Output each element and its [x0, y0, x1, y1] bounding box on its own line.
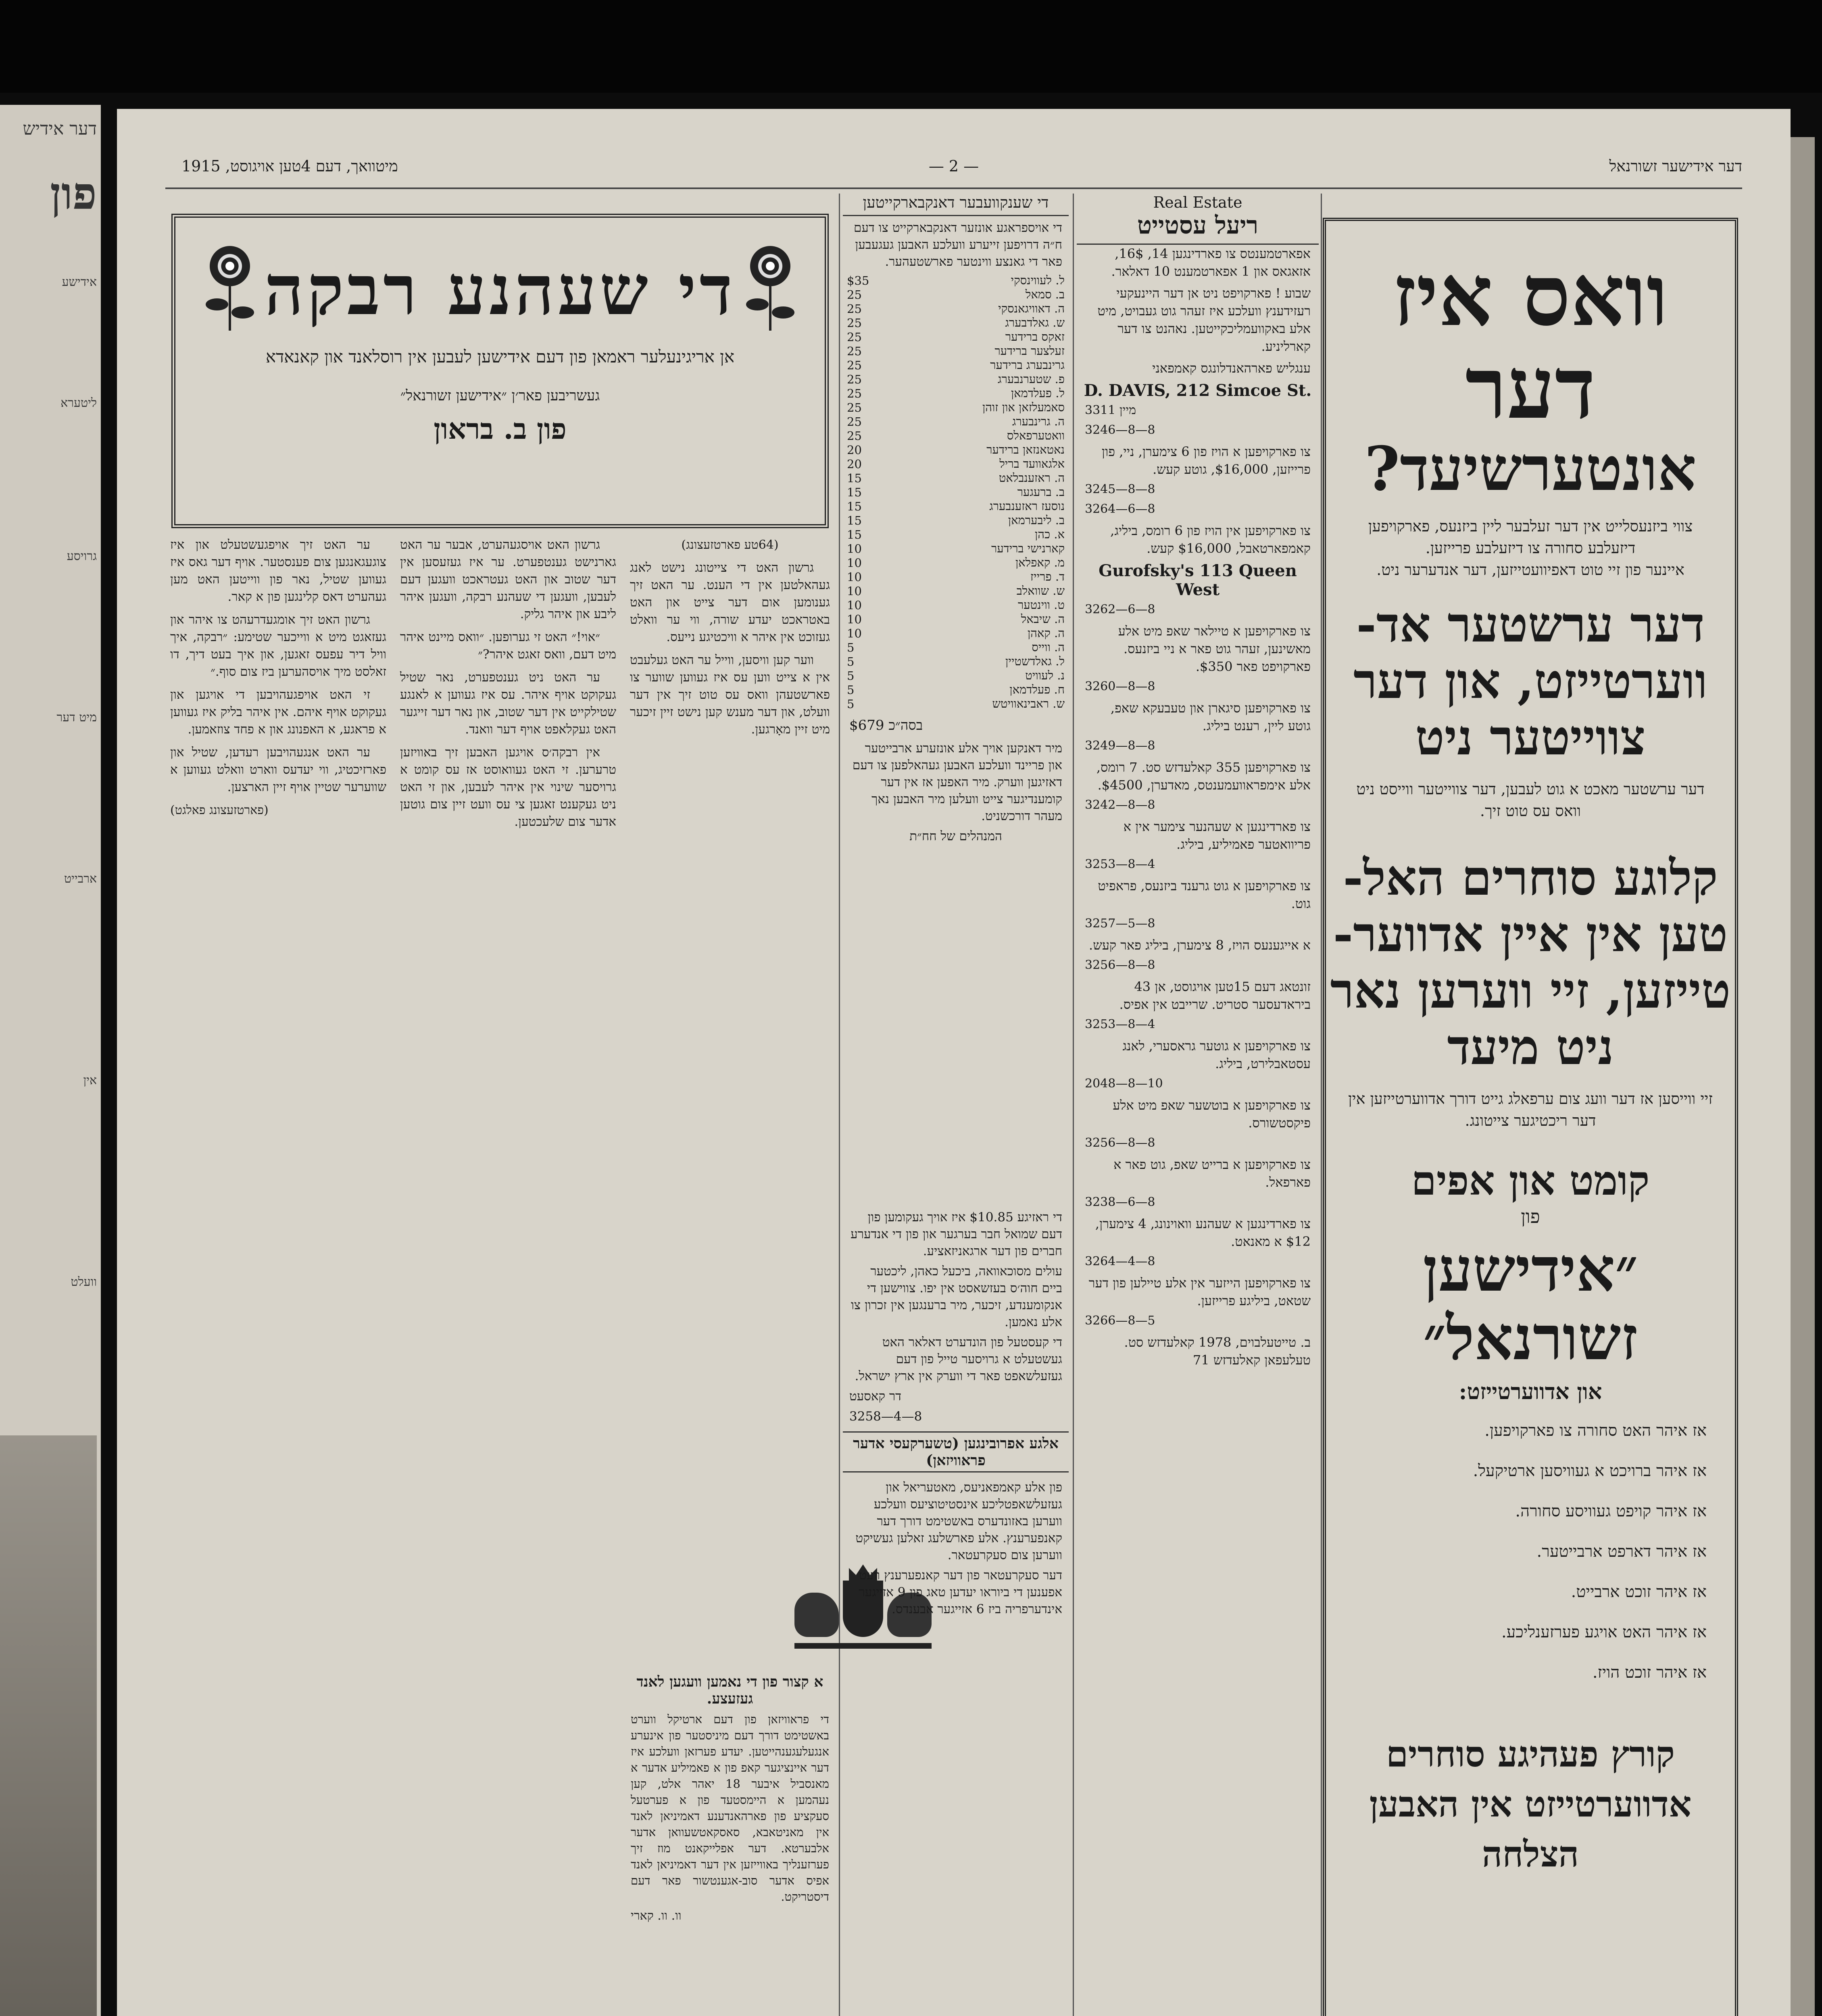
- donors-table: [843, 273, 1069, 711]
- issue-date: מיטוואך, דעם 4טען אויגוסט, 1915: [181, 157, 398, 175]
- listing-text: צו פארקויפען 355 קאלעדזש סט. 7 רומס, אלע אימפראוועמענטס, מאדערן, $4500.: [1096, 760, 1311, 793]
- listing-text: צו פארדינגען א שעהנער צימער אין א פריוואטער פאמיליע, ביליג.: [1123, 819, 1311, 852]
- donor-amount: 20: [847, 443, 862, 457]
- listing-number: 3253—8—4: [1085, 1017, 1155, 1031]
- donor-row: [843, 400, 1069, 414]
- donors-text: מיר דאנקען אויך אלע אונזערע ארבייטער און פריינד וועלכע האבען געהאלפען צו דעם דאזיגען ווערק. מיר האפען אז אין דער קומענדיגער צייט וועלען מיר האבען נאך מעהר דורכשניט.: [852, 741, 1062, 823]
- story-paragraph: גרשון האט די צייטונג נישט לאנג געהאלטען אין די הענט. ער האט זיך גענומען אום דער צייט און האט באטראכט יעדע שורה, ווי ער וואלט געזוכט אין איהר א וויכטיגע נייעס.: [630, 560, 830, 644]
- ad-footer: קורץ פעהיגע סוחרים: [1386, 1733, 1675, 1775]
- listing-number: 3246—8—8: [1085, 423, 1155, 437]
- listing-number: 3245—8—8: [1085, 482, 1155, 496]
- donor-row: [843, 697, 1069, 711]
- donor-row: [843, 584, 1069, 598]
- donors-intro: די אויספראגע אונזער דאנקבארקייט צו דעם ח״ה דרויפען זייערע וועלכע האבען געגעבען פאר די גאנצע ווינטער פארשטעהער.: [854, 221, 1062, 269]
- listing-number: מיין 3311: [1085, 403, 1136, 417]
- ad-text: דער ערשטער מאכט א גוט לעבען, דער צווייטער ווייסט ניט וואס עס טוט זיך.: [1356, 780, 1705, 820]
- masthead-rule: [165, 187, 1742, 189]
- donor-amount: 25: [847, 386, 862, 400]
- ad-item: אז איהר האט אויגע פערזענליכע.: [1501, 1623, 1707, 1641]
- listing-number: 3253—8—4: [1085, 857, 1155, 871]
- donor-name: קארנישי ברידער: [991, 541, 1065, 555]
- story-paragraph: גרשון האט אויסגעהערט, אבער ער האט גארנישט גענטפערט. ער איז געזעסען אין דער שטוב און האט געטראכט וועגען דעם לעבען, וועגען די שעהנע רבקה, וועגען איהר ליבע און איהר גליק.: [400, 537, 616, 621]
- donor-amount: 15: [847, 499, 862, 513]
- story-column-right: [625, 536, 835, 1504]
- listing-text: צו פארקויפען א בוטשער שאפ מיט אלע פיקסטשורס.: [1113, 1098, 1311, 1131]
- story-paragraph: ער האט ניט גענטפערט, נאר שטיל געקוקט אויף איהר. עס איז געווען א לאנגע שטילקייט אין דער שטוב, און נאר דער זייגער האט געקלאפט אויף דער וואנד.: [400, 670, 616, 737]
- donor-row: [843, 626, 1069, 640]
- fragment-line: אידישע: [62, 275, 97, 289]
- listing-text: צו פארקויפען א הויז פון 6 צימערן, ניי, פון פרייזען, $16,000, גוטע קעש.: [1101, 444, 1311, 477]
- newspaper-page: [117, 109, 1791, 2016]
- story-continued: (פארטזעצונג פאלגט): [170, 803, 269, 817]
- listing-text: צו פארקויפען א גוטער גראסערי, לאנג עסטאבלירט, ביליג.: [1122, 1038, 1311, 1071]
- column-rule: [839, 194, 840, 2016]
- donors-text: די ראזיגע $10.85 איז אויך געקומען פון דעם שמואל חבר בערגער און פון די אנדערע חברים פון דער ארגאניזאציע.: [851, 1210, 1062, 1258]
- donor-name: ט. ווינטער: [1018, 598, 1065, 612]
- donor-row: [843, 316, 1069, 330]
- listing-number: 3256—8—8: [1085, 1136, 1155, 1150]
- story-paragraph: גרשון האט זיך אומגעדרעהט צו איהר און געזאגט מיט א ווייכער שטימע: ״רבקה, איך וויל דיר עפעס זאגען, און איך בעט דיך, דו זאלסט מיך אויסהערען ביז צום סוף.״: [170, 612, 386, 679]
- donor-name: ב. ברעגער: [1017, 485, 1065, 499]
- donor-amount: 25: [847, 330, 862, 344]
- donor-row: [843, 287, 1069, 302]
- donors-column: [843, 194, 1069, 1202]
- donor-amount: 25: [847, 429, 862, 443]
- donor-name: ל. פעלדמאן: [1011, 386, 1065, 400]
- ad-paper-name: ״אידישען: [1423, 1234, 1638, 1305]
- donor-name: ש. שוואלב: [1016, 584, 1065, 598]
- ad-item: אז איהר ברויכט א געוויסען ארטיקעל.: [1473, 1462, 1707, 1480]
- ad-headline: טייזען, זיי ווערען נאר: [1330, 962, 1731, 1019]
- real-estate-heading-latin: Real Estate: [1153, 194, 1242, 211]
- ad-paper-name: זשורנאל״: [1423, 1303, 1638, 1374]
- ad-headline: צווייטער ניט: [1415, 709, 1646, 766]
- donor-row: [843, 443, 1069, 457]
- donor-amount: 15: [847, 513, 862, 527]
- donors-sig: דר קאסעט: [849, 1389, 902, 1404]
- ad-text: פון: [1521, 1206, 1540, 1227]
- donor-name: ה. קאהן: [1027, 626, 1065, 640]
- ad-headline: דער ערשטער אד-: [1356, 596, 1705, 653]
- donor-name: אלגאוועד בריל: [999, 457, 1065, 471]
- donor-name: זעלצער ברידער: [994, 344, 1065, 358]
- donor-name: ה. ווייס: [1032, 640, 1065, 654]
- listing-number: 3264—6—8: [1085, 502, 1155, 516]
- donor-amount: 10: [847, 612, 862, 626]
- ad-headline: קומט און אפים: [1411, 1157, 1650, 1204]
- ad-headline: דער: [1465, 338, 1596, 438]
- story-paragraph: ״אוי!״ האט זי גערופען. ״וואס מיינט איהר מיט דעם, וואס זאגט איהר?״: [400, 630, 616, 662]
- section-head: אלגע אפרובינגען (טשערקעסי אדער פראוויזאן): [843, 1431, 1069, 1472]
- donor-row: [843, 640, 1069, 654]
- real-estate-heading: ריעל עסטייט: [1077, 211, 1319, 245]
- story-paragraph: אין רבקה׳ס אויגען האבען זיך באוויזען טרערען. זי האט געוואוסט אז עס קומט א גרויסער שינוי אין איהר לעבען, און זי האט ניט געקענט זאגען צי עס וועט זיין צום גוטען אדער צום שלעכטען.: [400, 745, 616, 829]
- ad-headline: וואס איז: [1393, 246, 1668, 345]
- notice-title: א קצור פון די נאמען וועגען לאנד געזעצע.: [636, 1673, 823, 1707]
- real-estate-listings: [1077, 245, 1319, 1369]
- story-paragraph: ווער קען וויסען, ווייל ער האט געלעבט אין א צייט ווען עס איז געווען שווער צו פארשטעהן וואס עס טוט זיך אין דער וועלט, און דער מענש קען נישט זיין זיכער מיט זיין מאָרגען.: [630, 653, 830, 737]
- donor-row: [843, 513, 1069, 527]
- donor-amount: 15: [847, 471, 862, 485]
- ad-item: אז איהר האט סחורה צו פארקויפען.: [1484, 1421, 1707, 1440]
- donor-row: [843, 598, 1069, 612]
- donor-row: [843, 302, 1069, 316]
- masthead: [165, 153, 1742, 181]
- listing-number: 2048—8—10: [1085, 1077, 1163, 1091]
- listing-number: 3249—8—8: [1085, 739, 1155, 753]
- story-installment: (64טע פארטזעצונג): [681, 538, 779, 552]
- donor-amount: 15: [847, 485, 862, 499]
- listing-text: צו פארקויפען א טיילאר שאפ מיט אלע מאשינען, זעהר גוט פאר א ניי ביזנעס. פארקויפט פאר $350.: [1118, 623, 1311, 674]
- donor-amount: 25: [847, 358, 862, 372]
- ad-headline: ניט מיעד: [1447, 1019, 1614, 1076]
- listing-number: 3266—8—5: [1085, 1314, 1155, 1328]
- donor-row: [843, 344, 1069, 358]
- donor-amount: 25: [847, 287, 862, 302]
- donor-amount: 5: [847, 697, 855, 711]
- story-title-box: [171, 214, 829, 528]
- fragment-line: וועלט: [71, 1275, 97, 1289]
- listing-text: א אייגענעס הויז, 8 צימערן, ביליג פאר קעש.: [1089, 937, 1311, 953]
- donor-name: מ. קאפלאן: [1015, 556, 1065, 569]
- ad-headline: קלוגע סוחרים האל-: [1343, 850, 1718, 906]
- donors-number: 3258—4—8: [849, 1409, 922, 1424]
- donor-amount: 20: [847, 457, 862, 471]
- donor-name: פ. שטערנבערג: [998, 372, 1065, 386]
- notice-text: די פראוויזאן פון דעם ארטיקל ווערט באשטימט דורך דעם מיניסטער פון אינערע אנגעלעגענהייטען. יעדע פערזאן וועלכע איז דער איינציגער קאפ פון א פאמיליע אדער א מאנסביל איבער 18 יאהר אלט, קען נעהמען א היימסטעד פון א פערטעל סעקציע פון פארהאנדענע דאמיניאן לאנד אין מאניטאבא, סאסקאטשעוואן אדער אלבערטא. דער אפלייקאנט מוז זיך פערזענליך באווייזען אין דער דאמיניאן לאנד אפיס אדער סוב-אגענטשור פאר דעם דיסטריקט.: [631, 1712, 829, 1904]
- ad-headline: טען אין איין אדווער-: [1333, 906, 1728, 963]
- donor-amount: 5: [847, 640, 855, 654]
- donor-name: ה. שיבאל: [1021, 612, 1065, 626]
- donor-amount: 10: [847, 556, 862, 570]
- donors-signature: המנהלים של חח״ת: [909, 829, 1002, 843]
- donors-total: $679 בסה״כ: [849, 717, 923, 733]
- ad-text: איינער פון זיי טוט דאפיוועטייזען, דער אנדערער ניט.: [1376, 561, 1684, 579]
- ad-item: אז איהר דארפט ארבייטער.: [1536, 1542, 1707, 1561]
- donors-title: די שענקוועבער דאנקבארקייטען: [843, 194, 1069, 216]
- listing-number: 3260—8—8: [1085, 679, 1155, 694]
- donor-amount: 10: [847, 626, 862, 640]
- listing-text: ענגליש פארהאנדלונגס קאמפאני: [1152, 360, 1311, 376]
- section-text: דער סעקרעטאר פון דער קאנפערענץ וועט אפענען די ביוראו יעדען טאג פון 9 אזייגער אינדערפריה ביז 6 אזייגער אבענדס.: [859, 1568, 1062, 1616]
- ad-headline: אונטערשיעד?: [1364, 433, 1697, 504]
- donor-name: ד. פרייז: [1030, 570, 1065, 583]
- listing-text: ב. טייטעלבוים, 1978 קאלעדזש סט. טעלעפאן קאלעדזש 71: [1124, 1335, 1311, 1368]
- donor-name: גרינבערג ברידער: [990, 358, 1065, 372]
- fragment-line: אין: [83, 1073, 97, 1087]
- donor-name: ב. סמאל: [1025, 287, 1065, 301]
- ad-text: זיי ווייסען אז דער וועג צום ערפאלג גייט דורך אדווערטייזען אין דער ריכטיגער צייטונג.: [1348, 1090, 1713, 1129]
- donor-name: נוסעז ראזענבערג: [989, 499, 1065, 513]
- donor-amount: 25: [847, 372, 862, 386]
- listing-number: 3264—4—8: [1085, 1254, 1155, 1268]
- donor-name: ח. פעלדמאן: [1009, 683, 1065, 696]
- donor-amount: 10: [847, 584, 862, 598]
- donor-name: זאקס ברידער: [1005, 330, 1065, 344]
- donor-row: [843, 273, 1069, 287]
- donor-name: ב. ליבערמאן: [1008, 513, 1065, 527]
- donor-row: [843, 541, 1069, 556]
- story-paragraph: זי האט אויפגעהויבען די אויגען און געקוקט אויף איהם. אין איהר בליק איז געווען א פראגע, א האפנונג און א פחד צוזאמען.: [170, 687, 386, 737]
- donor-row: [843, 556, 1069, 570]
- donor-row: [843, 471, 1069, 485]
- listing-number: 3242—8—8: [1085, 798, 1155, 812]
- paper-name: דער אידישער זשורנאל: [1609, 157, 1742, 175]
- donor-row: [843, 612, 1069, 626]
- story-column-middle: [395, 536, 621, 2016]
- donor-name: נאטאנזאן ברידער: [986, 443, 1065, 456]
- donor-row: [843, 358, 1069, 372]
- ad-item: אז איהר זוכט ארבייט.: [1571, 1583, 1707, 1601]
- donor-name: ה. דאוויגאנסקי: [998, 302, 1065, 315]
- listing-text: אפארטמענטס צו פארדינגען 14, 16$, אזאגאס און 1 אפארטמענט 10 דאלאר.: [1111, 246, 1311, 279]
- donor-name: ה. ראזענבלאט: [999, 471, 1065, 485]
- next-page-edge: [1791, 137, 1815, 2016]
- fragment-line: מיט דער: [56, 710, 97, 725]
- donor-row: [843, 457, 1069, 471]
- donor-name: ל. גאלדשטיין: [1005, 654, 1065, 668]
- advertising-promo: [1323, 218, 1738, 2016]
- donor-row: [843, 429, 1069, 443]
- column-rule: [1321, 194, 1322, 2016]
- donor-name: וואטערפאלס: [1007, 429, 1065, 442]
- listing-text: צו פארקויפען סיגארן און טעבעקא שאפ, גוטע ליין, רענט ביליג.: [1110, 700, 1311, 733]
- donor-row: [843, 485, 1069, 499]
- donor-amount: 10: [847, 598, 862, 612]
- fragment-line: דער אידיש: [23, 121, 97, 137]
- donor-amount: 25: [847, 414, 862, 429]
- ad-footer: אדווערטייזט אין האבען: [1369, 1783, 1692, 1825]
- donor-name: א. כהן: [1034, 527, 1065, 541]
- donor-row: [843, 669, 1069, 683]
- donor-row: [843, 683, 1069, 697]
- donor-name: ל. לעווינסקי: [1011, 273, 1065, 287]
- donor-name: נ. לעוויט: [1025, 669, 1065, 682]
- listing-text: צו פארקויפען א ברייט שאפ, גוט פאר א פארפאל.: [1113, 1157, 1311, 1190]
- fragment-line: גרויסע: [67, 549, 97, 563]
- listing-number: 3257—5—8: [1085, 916, 1155, 931]
- story-column-left: [165, 536, 391, 2016]
- donor-row: [843, 330, 1069, 344]
- film-top-edge: [0, 0, 1822, 93]
- donor-amount: 10: [847, 541, 862, 556]
- fragment-line: ארבייט: [64, 872, 97, 886]
- donor-row: [843, 372, 1069, 386]
- donor-amount: 25: [847, 302, 862, 316]
- ad-subhead: און אדווערטייזט:: [1459, 1379, 1602, 1404]
- donor-name: ה. גרינבערג: [1012, 414, 1065, 428]
- donors-text: עולים מסוכאוואה, ביכעל כאהן, ליכטער ביים חוה׳ס בעזשאסט אין יפו. צווישען די אנקומענדע, זיכער, מיר ברענגען אין זכרון צו אלע נאמען.: [851, 1264, 1062, 1329]
- rose-ornament-icon: [738, 246, 803, 331]
- listing-text: צו פארקויפען הייזער אין אלע טיילען פון דער שטאט, ביליגע פרייזען.: [1088, 1275, 1311, 1308]
- listing-text: שבוע ! פארקויפט ניט אן דער היינעקעי רעזידענץ וועלכע איז זעהר גוט געבויט, מיט אלע באקוועמליכקייטען. נאהנט צו דער קארליניע.: [1097, 285, 1311, 354]
- donor-amount: 5: [847, 683, 855, 697]
- section-text: פון אלע קאמפאניעס, מאטעריאל און געזעלשאפטליכע אינסטיטוציעס וועלכע ווערען באזונדערס באשטימט דורך דער קאנפערענץ. אלע פארשלעג זאלען געשיקט ווערען צום סעקרעטאר.: [855, 1480, 1062, 1562]
- ad-item: אז איהר זוכט הויז.: [1592, 1663, 1707, 1682]
- story-credit: געשריבען פאר׳ן ״אידישען זשורנאל״: [400, 387, 600, 404]
- donor-row: [843, 654, 1069, 669]
- land-notice: [625, 1669, 835, 2016]
- fragment-line: ליטערא: [60, 396, 97, 410]
- notice-signature: וו. וו. קארי: [631, 1909, 682, 1923]
- donor-row: [843, 570, 1069, 584]
- adjacent-page-fragment: [0, 105, 101, 2016]
- listing-text: D. DAVIS, 212 Simcoe St.: [1084, 381, 1312, 400]
- story-author: פון ב. בראון: [434, 412, 567, 446]
- page-number: — 2 —: [928, 157, 979, 175]
- donor-row: [843, 414, 1069, 429]
- ad-footer: הצלחה: [1482, 1833, 1579, 1875]
- ad-item: אז איהר קויפט געוויסע סחורה.: [1515, 1502, 1707, 1520]
- ad-text: צווי ביזנעסלייט אין דער זעלבער ליין ביזנעס, פארקויפען דיזעלבע סחורה צו דיזעלבע פרייזען.: [1368, 517, 1693, 557]
- rose-ornament-icon: [198, 246, 262, 331]
- ad-headline: ווערטייזט, און דער: [1353, 653, 1707, 710]
- listing-text: צו פארדינגען א שעהנע וואוינונג, 4 צימערן, $12 א מאנאט.: [1095, 1216, 1311, 1249]
- donor-amount: $35: [847, 273, 869, 287]
- fragment-line: פון: [50, 169, 97, 218]
- donor-row: [843, 499, 1069, 513]
- donor-amount: 10: [847, 570, 862, 584]
- donor-name: ש. ראבינאוויטש: [992, 697, 1065, 710]
- story-paragraph: ער האט אנגעהויבען רעדען, שטיל און פארזיכטיג, ווי יעדעס ווארט וואלט געווען א שווערער שטיין אויף זיין הארצען.: [170, 745, 386, 794]
- story-paragraph: ער האט זיך אויפגעשטעלט און איז צוגעגאנגען צום פענסטער. אויף דער גאס איז געווען שטיל, נאר פון ווייטען האט מען געהערט דאס קלינגען פון א קאר.: [170, 537, 386, 604]
- donor-name: סאמעלזאן און זוהן: [982, 400, 1065, 414]
- donors-text: די קעסטעל פון הונדערט דאלאר האט געשטעלט א גרויסער טייל פון דעם געזעלשאפט פאר די ווערק אין ארץ ישראל.: [855, 1335, 1062, 1383]
- fragment-photo: [0, 1435, 97, 2016]
- donor-amount: 15: [847, 527, 862, 541]
- donor-row: [843, 386, 1069, 400]
- donor-row: [843, 527, 1069, 541]
- listing-number: 3256—8—8: [1085, 958, 1155, 972]
- donors-column-continued: [843, 1206, 1069, 2016]
- column-rule: [1073, 194, 1074, 2016]
- listing-text: צו פארקויפען אין הויז פון 6 רומס, ביליג, קאמפארטאבל, $16,000 קעש.: [1110, 523, 1311, 556]
- listing-text: צו פארקויפען א גוט גרענד ביזנעס, פראפיט גוט.: [1098, 878, 1311, 911]
- listing-text: Gurofsky's 113 Queen West: [1099, 561, 1297, 599]
- ad-items-list: [1326, 1418, 1735, 1685]
- listing-number: 3262—6—8: [1085, 602, 1155, 616]
- story-subtitle: אן אריגינעלער ראמאן פון דעם אידישען לעבען אין רוסלאנד און קאנאדא: [265, 347, 735, 367]
- donor-amount: 5: [847, 669, 855, 683]
- real-estate-column: [1077, 194, 1319, 2016]
- donor-amount: 25: [847, 344, 862, 358]
- donor-name: ש. גאלדבערג: [1005, 316, 1065, 329]
- story-title: די שעהנע רבקה: [264, 250, 736, 331]
- listing-text: זונטאג דעם 15טען אויגוסט, אן 43 ביראדעסער סטריט. שרייבט אין אפיס.: [1119, 979, 1311, 1012]
- donor-amount: 25: [847, 316, 862, 330]
- donor-amount: 5: [847, 654, 855, 669]
- donor-amount: 25: [847, 400, 862, 414]
- listing-number: 3238—6—8: [1085, 1195, 1155, 1209]
